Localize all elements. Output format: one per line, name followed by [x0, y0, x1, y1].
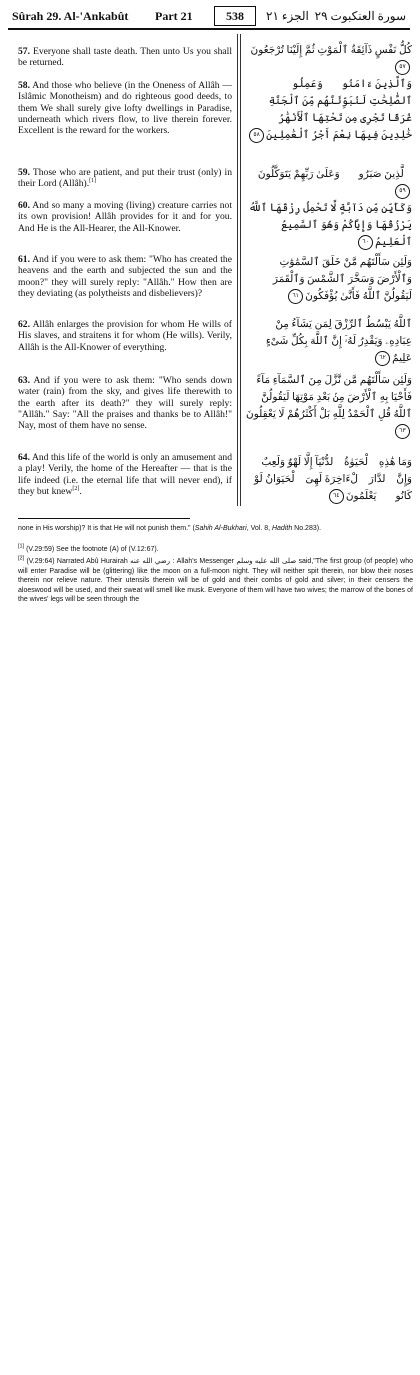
verse-text: Everyone shall taste death. Then unto Us you shall be returned.: [18, 46, 232, 69]
verse-58-arabic: [246, 76, 412, 144]
verse-number: 64.: [18, 452, 30, 463]
ayah-end-marker: ٦٠: [358, 235, 373, 250]
verse-64-arabic: [246, 454, 412, 505]
ayah-end-marker: ٥٩: [395, 184, 410, 199]
footnote-text: (V.29:59) See the footnote (A) of (V.12:67).: [24, 546, 159, 553]
ayah-end-marker: ٦٤: [329, 489, 344, 504]
verse-number: 63.: [18, 375, 30, 386]
verse-58-english: [18, 80, 232, 136]
verse-number: 60.: [18, 200, 30, 211]
verse-text: And this life of the world is only an amusement and a play! Verily, the home of the Hereafter — that is the life indeed (i.e. the eternal life that will never end), if they but knew: [18, 452, 232, 497]
arabic-text: ٱلَّذِينَ صَبَرُوا۟ وَعَلَىٰ رَبِّهِمْ يَتَوَكَّلُونَ: [257, 169, 412, 180]
footnote-text: (V.29:64) Narrated Abû Hurairah رضي الله عنه : Allah's Messenger صلى الله عليه وسلم said,"The first group (of people) who will enter Paradise will be (glittering) like the moon on a full-moon night. They will neither spit therein, nor blow their noses therein nor relieve nature. Their utensils therein will be of gold and their combs of gold and silver; in their censers the aloeswood will be used, and their sweat will smell like musk. Everyone of them will have two wives; the marrow of the bones of the wives' legs will be seen through the: [18, 558, 413, 603]
arabic-text: وَٱلَّذِينَ ءَامَنُوا۟ وَعَمِلُوا۟ ٱلصَّٰلِحَٰتِ لَنُبَوِّئَنَّهُم مِّنَ ٱلْجَنَّةِ غُرَفًا تَجْرِى مِن تَحْتِهَا ٱلْأَنْهَٰرُ خَٰلِدِينَ فِيهَا نِعْمَ أَجْرُ ٱلْعَٰمِلِينَ: [266, 79, 412, 141]
verse-number: 62.: [18, 319, 30, 330]
verse-60-arabic: [246, 200, 412, 251]
footnote-separator: [18, 518, 190, 519]
arabic-text: ٱللَّهُ يَبْسُطُ ٱلرِّزْقَ لِمَن يَشَآءُ مِنْ عِبَادِهِۦ وَيَقْدِرُ لَهُۥٓ إِنَّ ٱللَّهَ بِكُلِّ شَىْءٍ عَلِيمٌ: [265, 319, 412, 364]
arabic-text: كُلُّ نَفْسٍ ذَآئِقَةُ ٱلْمَوْتِ ثُمَّ إِلَيْنَا تُرْجَعُونَ: [250, 45, 412, 56]
verse-62-arabic: [246, 316, 412, 367]
footnote-text: none in His worship)? It is that He will not punish them." (: [18, 525, 195, 532]
footnote-1: [18, 545, 413, 555]
part-label-english: Part 21: [155, 9, 193, 23]
verse-61-english: [18, 254, 232, 299]
verse-59-english: [18, 167, 232, 190]
verse-64-english: [18, 452, 232, 497]
arabic-text: وَمَا هَٰذِهِ ٱلْحَيَوٰةُ ٱلدُّنْيَآ إِلَّا لَهْوٌ وَلَعِبٌ وَإِنَّ ٱلدَّارَ ٱلْءَاخِرَةَ لَهِىَ ٱلْحَيَوَانُ لَوْ كَانُوا۟ يَعْلَمُونَ: [254, 457, 412, 502]
arabic-text: وَلَئِن سَأَلْتَهُم مَّن نَّزَّلَ مِنَ ٱلسَّمَآءِ مَآءً فَأَحْيَا بِهِ ٱلْأَرْضَ مِنۢ بَعْدِ مَوْتِهَا لَيَقُولُنَّ ٱللَّهُ قُلِ ٱلْحَمْدُ لِلَّهِ بَلْ أَكْثَرُهُمْ لَا يَعْقِلُونَ: [246, 375, 412, 420]
verse-text: Allâh enlarges the provision for whom He wills of His slaves, and straitens it for whom (He wills). Verily, Allâh is the All-Knower of everything.: [18, 319, 232, 353]
column-divider-inner: [240, 34, 241, 506]
surah-title-arabic: سورة العنكبوت ٢٩: [314, 9, 406, 23]
footnote-text: No.283).: [292, 525, 322, 532]
verse-61-arabic: [246, 254, 412, 305]
verse-text: And those who believe (in the Oneness of Allâh — Islâmic Monotheism) and do righteous good deeds, to them We shall surely give lofty dwellings in Paradise, underneath which rivers flow, to live therein forever. Excellent is the reward for the workers.: [18, 80, 232, 137]
verse-63-english: [18, 375, 232, 431]
verse-63-arabic: [246, 372, 412, 440]
verse-60-english: [18, 200, 232, 234]
footnote-marker: [1]: [18, 543, 25, 550]
ayah-end-marker: ٦٢: [375, 351, 390, 366]
page-header: [8, 6, 410, 30]
verse-text-end: .: [79, 485, 82, 497]
footnote-2: [18, 557, 413, 605]
verse-57-arabic: [246, 42, 412, 76]
verse-62-english: [18, 319, 232, 353]
footnote-ref-2[interactable]: [2]: [72, 485, 80, 492]
verse-text: And if you were to ask them: "Who has created the heavens and the earth and subjected the sun and the moon?" they will surely reply: "Allâh." How then are they deviating (as polytheists and disbelievers)?: [18, 254, 232, 299]
verse-number: 61.: [18, 254, 30, 265]
ayah-end-marker: ٥٧: [395, 60, 410, 75]
footnote-source: Hadith: [271, 525, 293, 532]
column-divider: [237, 34, 238, 506]
arabic-text: وَلَئِن سَأَلْتَهُم مَّنْ خَلَقَ ٱلسَّمَٰوَٰتِ وَٱلْأَرْضَ وَسَخَّرَ ٱلشَّمْسَ وَٱلْقَمَرَ لَيَقُولُنَّ ٱللَّهُ فَأَنَّىٰ يُؤْفَكُونَ: [272, 257, 412, 302]
footnote-ref-1[interactable]: [1]: [89, 178, 97, 185]
footnote-source: Sahih Al-Bukhari: [194, 525, 247, 532]
verse-text: And so many a moving (living) creature carries not its own provision! Allâh provides for it and for you. And He is the All-Hearer, the All-Knower.: [18, 200, 232, 234]
surah-title-english: Sûrah 29. Al-'Ankabût: [12, 9, 129, 23]
arabic-text: وَكَأَيِّن مِّن دَآبَّةٍ لَّا تَحْمِلُ رِزْقَهَا ٱللَّهُ يَرْزُقُهَا وَإِيَّاكُمْ وَهُوَ ٱلسَّمِيعُ ٱلْعَلِيمُ: [248, 203, 412, 248]
verse-number: 58.: [18, 80, 30, 91]
verse-text: Those who are patient, and put their trust (only) in their Lord (Allâh).: [18, 167, 232, 190]
footnote-marker: [2]: [18, 555, 25, 562]
ayah-end-marker: ٥٨: [249, 128, 264, 143]
part-label-arabic: الجزء ٢١: [266, 9, 309, 23]
footnote-text: , Vol. 8,: [246, 525, 272, 532]
verse-number: 57.: [18, 46, 30, 57]
verse-number: 59.: [18, 167, 30, 178]
ayah-end-marker: ٦١: [288, 289, 303, 304]
page-number-box: 538: [214, 6, 256, 26]
ayah-end-marker: ٦٣: [395, 424, 410, 439]
verse-59-arabic: [246, 166, 412, 200]
footnote-continuation: [18, 524, 413, 534]
verse-57-english: [18, 46, 232, 69]
verse-text: And if you were to ask them: "Who sends down water (rain) from the sky, and gives life therewith to the earth after its death?" they will surely reply: "Allâh." Say: "All the praises and thanks be to Allâh!" Nay, most of them have no sense.: [18, 375, 232, 432]
